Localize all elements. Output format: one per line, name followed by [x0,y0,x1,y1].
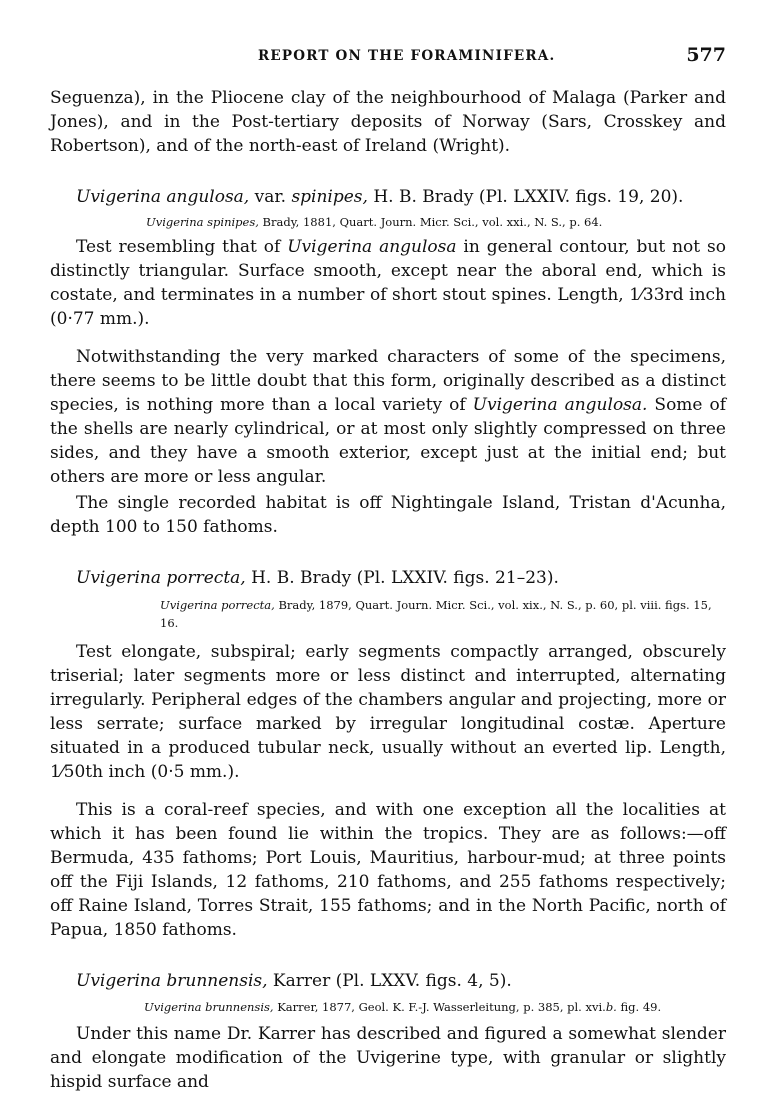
authority: H. B. Brady (Pl. LXXIV. figs. 19, 20). [367,187,684,207]
authority: H. B. Brady (Pl. LXXIV. figs. 21–23). [245,568,559,588]
page-number: 577 [686,44,726,66]
taxon-name: Uvigerina porrecta, [76,568,246,588]
page-body [50,86,726,1094]
habitat-spinipes: The single recorded habitat is off Nightingale Island, Tristan d'Acunha, depth 100 to 150 fathoms. [50,493,726,537]
reference-brunnensis: Uvigerina brunnensis, Karrer, 1877, Geol. K. F.-J. Wasserleitung, p. 385, pl. xvi.b. fig. 49. [144,1000,662,1014]
variety-name: spinipes, [291,187,368,207]
species-heading-brunnensis [76,969,726,993]
description-brunnensis: Under this name Dr. Karrer has described and figured a somewhat slender and elongate modification of the Uvigerine type, with granular or slightly hispid surface and [50,1024,726,1092]
description-spinipes: Test resembling that of Uvigerina angulosa in general contour, but not so distinctly triangular. Surface smooth, except near the aboral end, which is costate, and terminates in a number of short stout spines. Length, 1⁄33rd inch (0·77 mm.). [50,237,726,329]
fraction: 1⁄33rd [629,285,684,305]
notes-spinipes: Notwithstanding the very marked characters of some of the specimens, there seems to be little doubt that this form, originally described as a distinct species, is nothing more than a local variety of Uvigerina angulosa. Some of the shells are nearly cylindrical, or at most only slightly compressed on three sides, and they have a smooth exterior, except just at the initial end; but others are more or less angular. [50,347,726,487]
paragraph-continued: Seguenza), in the Pliocene clay of the neighbourhood of Malaga (Parker and Jones), and in the Post-tertiary deposits of Norway (Sars, Crosskey and Robertson), and of the north-east of Ireland (Wright). [50,88,726,156]
reference-spinipes: Uvigerina spinipes, Brady, 1881, Quart. Journ. Micr. Sci., vol. xxi., N. S., p. 64. [146,215,603,229]
taxon-name: Uvigerina angulosa, [76,187,250,207]
reference-porrecta: Uvigerina porrecta, Brady, 1879, Quart. Journ. Micr. Sci., vol. xix., N. S., p. 60, pl. viii. figs. 15, 16. [160,598,712,630]
distribution-porrecta: This is a coral-reef species, and with one exception all the localities at which it has been found lie within the tropics. They are as follows:—off Bermuda, 435 fathoms; Port Louis, Mauritius, harbour-mud; at three points off the Fiji Islands, 12 fathoms, 210 fathoms, and 255 fathoms respectively; off Raine Island, Torres Strait, 155 fathoms; and in the North Pacific, north of Papua, 1850 fathoms. [50,800,726,940]
species-heading-porrecta [76,566,726,590]
authority: Karrer (Pl. LXXV. figs. 4, 5). [267,971,512,991]
running-header [50,38,726,68]
fraction: 1⁄50th [50,762,104,782]
header-title: REPORT ON THE FORAMINIFERA. [258,48,556,64]
description-porrecta: Test elongate, subspiral; early segments compactly arranged, obscurely triserial; later segments more or less distinct and interrupted, alternating irregularly. Peripheral edges of the chambers angular and projecting, more or less serrate; surface marked by irregular longitudinal costæ. Aperture situated in a produced tubular neck, usually without an everted lip. Length, 1⁄50th inch (0·5 mm.). [50,642,726,782]
species-heading-spinipes: Uvigerina angulosa, var. spinipes, H. B. Brady (Pl. LXXIV. figs. 19, 20). [76,187,684,207]
taxon-name: Uvigerina brunnensis, [76,971,268,991]
